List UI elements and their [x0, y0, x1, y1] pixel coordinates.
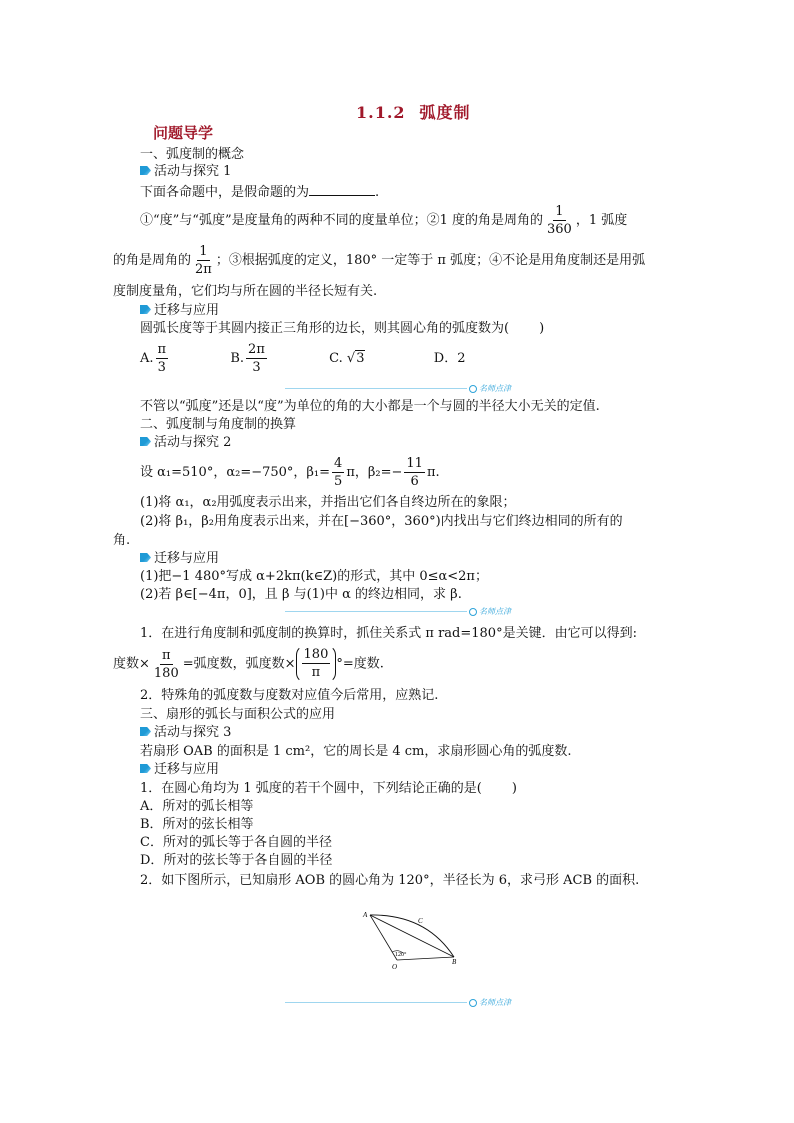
answer-blank: [309, 183, 375, 196]
migrate-1-question: 圆弧长度等于其圆内接正三角形的边长，则其圆心角的弧度数为( ): [140, 321, 545, 336]
sector-figure: [356, 908, 466, 970]
question-1-line3: 度制度量角，它们均与所在圆的半径长短有关.: [113, 284, 378, 299]
tip-1-formula: 度数× $\frac{\pi}{180}$ =弧度数，弧度数× $\frac{180}{\pi}$ °=度数.: [113, 645, 384, 683]
part2-heading: 二、弧度制与角度制的换算: [140, 417, 297, 432]
divider-1: [285, 388, 467, 389]
divider-3: [285, 1002, 467, 1003]
migrate-1-options: A. $\frac{\pi}{3}$ B. $\frac{2\pi}{3}$ C. √3 D．2: [140, 342, 466, 375]
label-b: B: [452, 958, 457, 966]
note-1: 不管以“弧度”还是以“度”为单位的角的大小都是一个与圆的半径大小无关的定值.: [140, 399, 600, 414]
brand-mark-1: 名师点津: [469, 383, 511, 394]
question-1-stem: 下面各命题中，是假命题的为 .: [140, 185, 380, 200]
brand-mark-2: 名师点津: [469, 606, 511, 617]
fraction-1-360: $\frac{1}{360}$: [547, 204, 572, 237]
label-c: C: [418, 917, 423, 925]
option-a: A．所对的弧长相等: [140, 799, 254, 814]
activity-2-q1: (1)将 α₁，α₂用弧度表示出来，并指出它们各自终边所在的象限；: [140, 495, 516, 510]
migrate-2-q1: (1)把−1 480°写成 α+2kπ(k∈Z)的形式，其中 0≤α<2π；: [140, 569, 488, 584]
tip-1: 1．在进行角度制和弧度制的换算时，抓住关系式 π rad=180°是关键．由它可以得到:: [140, 626, 637, 641]
part1-heading: 一、弧度制的概念: [140, 147, 245, 162]
divider-2: [285, 611, 467, 612]
migrate-2-q2: (2)若 β∈[−4π，0]，且 β 与(1)中 α 的终边相同，求 β.: [140, 587, 462, 602]
label-angle: 120°: [395, 952, 407, 958]
migrate-2-label: 迁移与应用: [140, 551, 219, 567]
activity-1-label: 活动与探究 1: [140, 164, 231, 180]
option-b: B．所对的弦长相等: [140, 817, 254, 832]
fraction-1-2pi: $\frac{1}{2\pi}$: [195, 244, 212, 277]
activity-2-given: 设 α₁=510°，α₂=−750°，β₁= $\frac{4}{5}$ π，β₂=− $\frac{11}{6}$ π.: [140, 456, 440, 489]
migrate-3-label: 迁移与应用: [140, 762, 219, 778]
question-1-line1: ①“度”与“弧度”是度量角的两种不同的度量单位；②1 度的角是周角的 $\frac{1}{360}$ ，1 弧度: [140, 204, 628, 237]
activity-3-question: 若扇形 OAB 的面积是 1 cm²，它的周长是 4 cm，求扇形圆心角的弧度数.: [140, 744, 572, 759]
migrate-3-q2: 2．如下图所示，已知扇形 AOB 的圆心角为 120°，半径长为 6，求弓形 ACB 的面积.: [140, 873, 640, 888]
option-c: C．所对的弧长等于各自圆的半径: [140, 835, 332, 850]
activity-3-label: 活动与探究 3: [140, 725, 231, 741]
tip-2: 2．特殊角的弧度数与度数对应值今后常用，应熟记.: [140, 688, 439, 703]
activity-2-q2b: 角.: [113, 533, 131, 548]
label-o: O: [392, 963, 398, 970]
part3-heading: 三、扇形的弧长与面积公式的应用: [140, 707, 336, 722]
activity-2-label: 活动与探究 2: [140, 435, 231, 451]
migrate-1-label: 迁移与应用: [140, 303, 219, 319]
label-a: A: [363, 911, 368, 919]
section-header: 问题导学: [153, 124, 214, 142]
brand-mark-3: 名师点津: [469, 997, 511, 1008]
migrate-3-q1: 1．在圆心角均为 1 弧度的若干个圆中，下列结论正确的是( ): [140, 781, 517, 796]
page-title: 1.1.2 弧度制: [356, 103, 471, 122]
question-1-line2: 的角是周角的 $\frac{1}{2\pi}$ ；③根据弧度的定义，180° 一定等于 π 弧度；④不论是用角度制还是用弧: [113, 244, 646, 277]
option-d: D．所对的弦长等于各自圆的半径: [140, 853, 333, 868]
activity-2-q2: (2)将 β₁，β₂用角度表示出来，并在[−360°，360°)内找出与它们终边相同的所有的: [140, 514, 623, 529]
